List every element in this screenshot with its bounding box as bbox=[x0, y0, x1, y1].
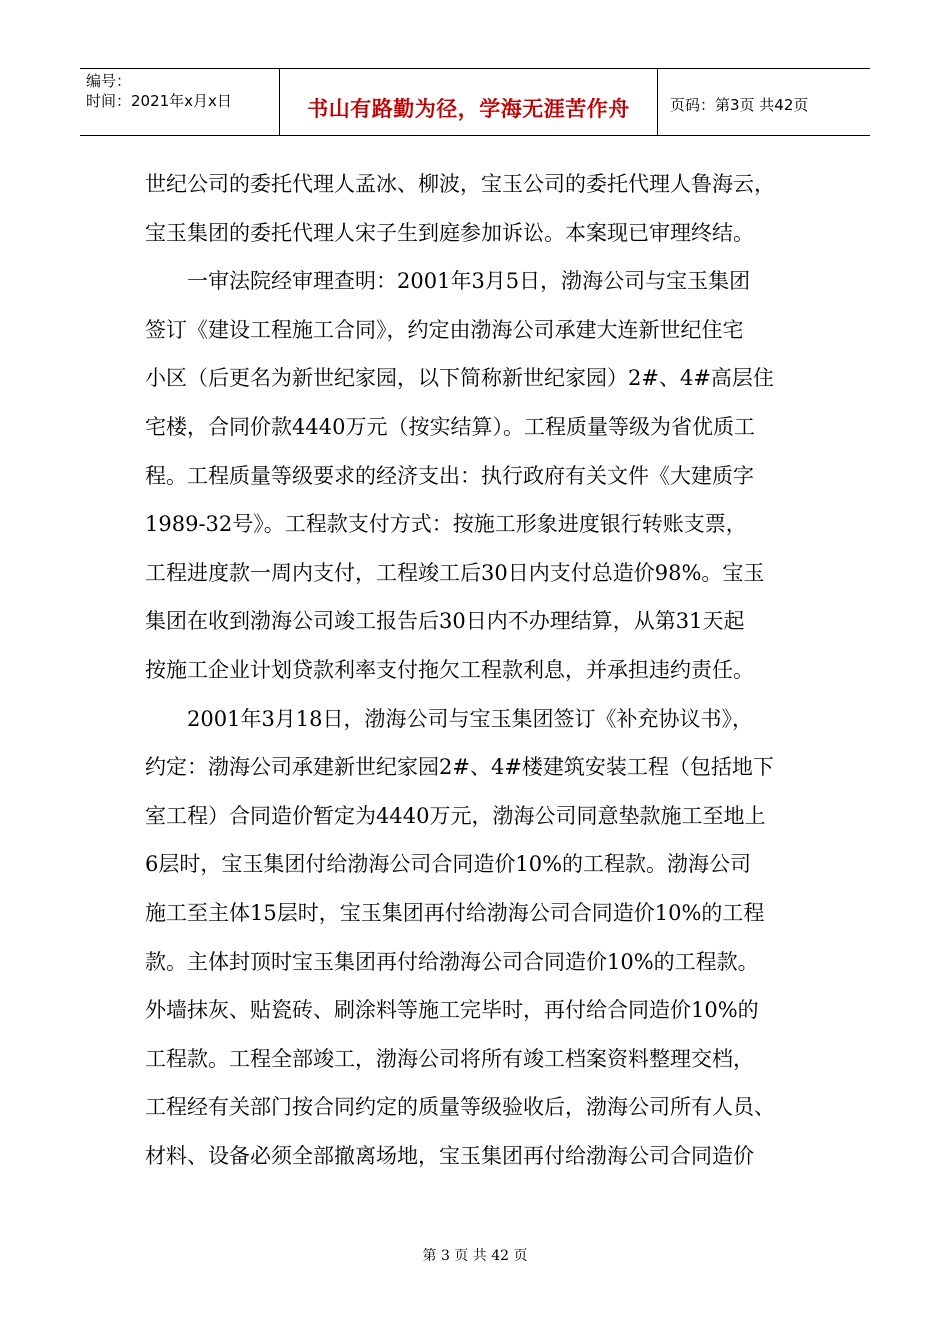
body-line: 6层时，宝玉集团付给渤海公司合同造价10%的工程款。渤海公司 bbox=[145, 852, 752, 877]
body-line: 程。工程质量等级要求的经济支出：执行政府有关文件《大建质字 bbox=[145, 463, 754, 488]
body-line: 款。主体封顶时宝玉集团再付给渤海公司合同造价10%的工程款。 bbox=[145, 949, 759, 974]
body-line: 工程款。工程全部竣工，渤海公司将所有竣工档案资料整理交档， bbox=[145, 1046, 754, 1071]
document-time-label: 时间：2021年x月x日 bbox=[86, 92, 232, 110]
body-line: 集团在收到渤海公司竣工报告后30日内不办理结算，从第31天起 bbox=[145, 609, 745, 634]
body-line: 按施工企业计划贷款利率支付拖欠工程款利息，并承担违约责任。 bbox=[145, 657, 754, 682]
header-motto-cell bbox=[280, 69, 658, 135]
header-motto: 书山有路勤为径，学海无涯苦作舟 bbox=[307, 97, 630, 121]
page-footer: 第 3 页 共 42 页 bbox=[422, 1248, 528, 1264]
document-header bbox=[80, 68, 870, 136]
body-line: 一审法院经审理查明：2001年3月5日，渤海公司与宝玉集团 bbox=[187, 269, 751, 294]
body-line: 1989-32号》。工程款支付方式：按施工形象进度银行转账支票， bbox=[145, 512, 747, 537]
body-line: 材料、设备必须全部撤离场地，宝玉集团再付给渤海公司合同造价 bbox=[145, 1143, 754, 1168]
body-line: 施工至主体15层时，宝玉集团再付给渤海公司合同造价10%的工程 bbox=[145, 900, 765, 925]
document-code-label: 编号： bbox=[86, 72, 132, 90]
body-line: 外墙抹灰、贴瓷砖、刷涂料等施工完毕时，再付给合同造价10%的 bbox=[145, 998, 759, 1023]
body-line: 工程经有关部门按合同约定的质量等级验收后，渤海公司所有人员、 bbox=[145, 1095, 775, 1120]
body-line: 室工程）合同造价暂定为4440万元，渤海公司同意垫款施工至地上 bbox=[145, 803, 766, 828]
body-line: 2001年3月18日，渤海公司与宝玉集团签订《补充协议书》， bbox=[187, 706, 754, 731]
body-line: 小区（后更名为新世纪家园，以下简称新世纪家园）2#、4#高层住 bbox=[145, 366, 774, 391]
body-line: 约定：渤海公司承建新世纪家园2#、4#楼建筑安装工程（包括地下 bbox=[145, 755, 774, 780]
body-line: 工程进度款一周内支付，工程竣工后30日内支付总造价98%。宝玉 bbox=[145, 560, 765, 585]
body-line: 签订《建设工程施工合同》，约定由渤海公司承建大连新世纪住宅 bbox=[145, 317, 744, 342]
body-line: 世纪公司的委托代理人孟冰、柳波，宝玉公司的委托代理人鲁海云， bbox=[145, 172, 775, 196]
header-page-code: 页码：第3页 共42页 bbox=[670, 96, 809, 114]
header-page-cell bbox=[658, 69, 870, 135]
body-line: 宝玉集团的委托代理人宋子生到庭参加诉讼。本案现已审理终结。 bbox=[145, 220, 754, 245]
document-body bbox=[145, 160, 815, 1180]
body-line: 宅楼，合同价款4440万元（按实结算）。工程质量等级为省优质工 bbox=[145, 414, 755, 439]
header-info-cell bbox=[80, 69, 280, 135]
